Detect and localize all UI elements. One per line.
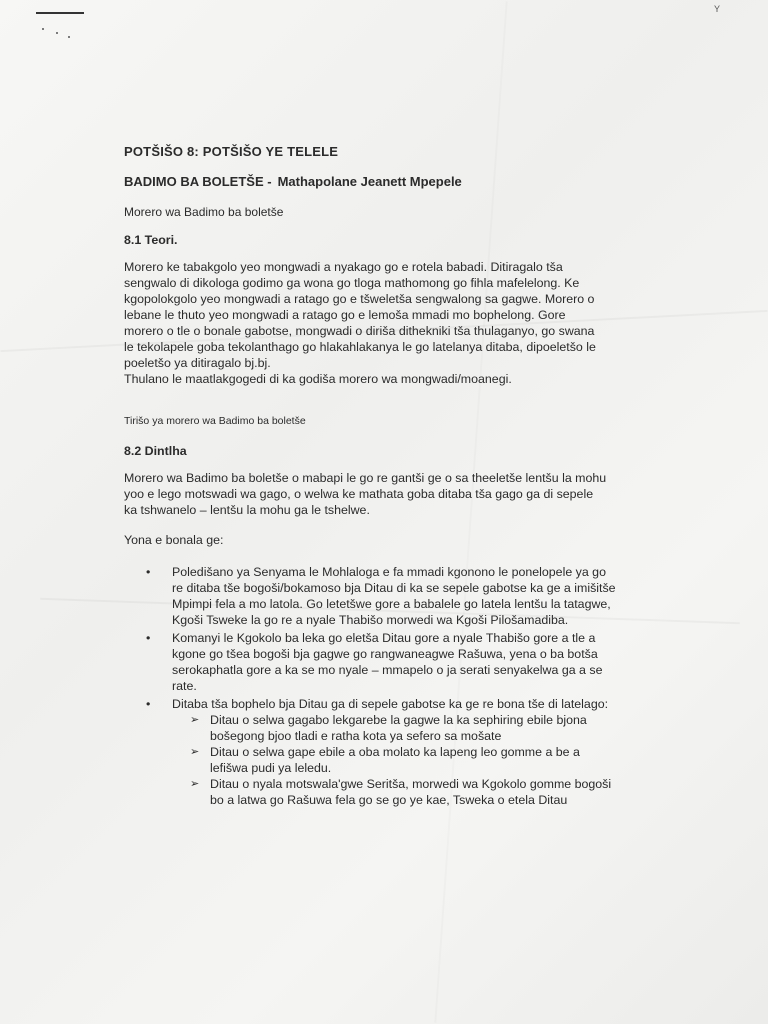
sub-list xyxy=(172,712,664,808)
bullet-icon: • xyxy=(146,565,151,579)
list-item xyxy=(146,630,664,694)
bullet-icon: • xyxy=(146,631,151,645)
arrow-bullet-icon: ➢ xyxy=(190,778,200,790)
sub-list-item xyxy=(190,712,664,744)
paragraph-line: sengwalo di dikologa godimo ga wona go tloga mathomong go fihla mafelelong. Ke xyxy=(124,276,580,290)
paragraph-line: le tekolapele goba tekolanthago go hlakahlakanya le go latelanya ditaba, dipoeletšo le xyxy=(124,340,596,354)
item-line: Mpimpi fela a mo latola. Go letetšwe gore a babalele go latela lentšu la tatagwe, xyxy=(172,597,611,611)
paragraph-line: Morero wa Badimo ba boletše o mabapi le go re gantši ge o sa theeletše lentšu la mohu xyxy=(124,471,607,485)
work-name: BADIMO BA BOLETŠE - xyxy=(124,174,272,189)
item-line: Ditau o selwa gagabo lekgarebe la gagwe la ka sephiring ebile bjona xyxy=(210,713,587,727)
bullet-icon: • xyxy=(146,697,151,711)
paragraph-line: ka tshwanelo – lentšu la mohu ga le tshelwe. xyxy=(124,503,370,517)
arrow-bullet-icon: ➢ xyxy=(190,746,200,758)
item-line: kgone go tšea bogoši bja gagwe go rangwaneagwe Rašuwa, yena o ba botša xyxy=(172,647,598,661)
item-line: Komanyi le Kgokolo ba leka go eletša Ditau gore a nyale Thabišo gore a tle a xyxy=(172,631,596,645)
item-line: Kgoši Tsweke la go re a nyale Thabišo morwedi wa Kgoši Pilošamadiba. xyxy=(172,613,569,627)
paragraph-line: morero o tle o bonale gabotse, mongwadi o diriša dithekniki tša thulaganyo, go swana xyxy=(124,324,595,338)
item-line: bo a latwa go Rašuwa fela go se go ye kae, Tsweka o etela Ditau xyxy=(210,793,568,807)
section-heading: 8.1 Teori. xyxy=(124,233,178,247)
paragraph-line: kgopolokgolo yeo mongwadi a ratago go e tšweletša sengwalong sa gagwe. Morero o xyxy=(124,292,595,306)
paragraph-line: Morero ke tabakgolo yeo mongwadi a nyakago go e rotela babadi. Ditiragalo tša xyxy=(124,260,563,274)
theme-label: Morero wa Badimo ba boletše xyxy=(124,205,284,219)
page-title: POTŠIŠO 8: POTŠIŠO YE TELELE xyxy=(124,144,339,159)
corner-mark: Y xyxy=(713,4,720,14)
section-paragraph xyxy=(124,470,664,518)
paragraph-line: yoo e lego motswadi wa gago, o welwa ke mathata goba ditaba tša gago ga di sepele xyxy=(124,487,594,501)
item-line: rate. xyxy=(172,679,197,693)
item-line: Poledišano ya Senyama le Mohlaloga e fa mmadi kgonono le ponelopele ya go xyxy=(172,565,606,579)
sub-list-item xyxy=(190,744,664,776)
list-item xyxy=(146,564,664,628)
item-line: Ditaba tša bophelo bja Ditau ga di sepele gabotse ka ge re bona tše di latelago: xyxy=(172,697,609,711)
small-subtitle: Tirišo ya morero wa Badimo ba boletše xyxy=(124,415,306,427)
item-line: lefišwa pudi ya leledu. xyxy=(210,761,332,775)
speck xyxy=(42,28,44,30)
work-title xyxy=(124,174,664,190)
document-body xyxy=(124,144,664,810)
speck xyxy=(68,36,70,38)
item-line: re ditaba tše bogoši/bokamoso bja Ditau di ka se sepele gabotse ka ge a imišitše xyxy=(172,581,616,595)
item-line: bošegong bjoo tladi e ratha kota ya sefero sa mošate xyxy=(210,729,502,743)
section-paragraph xyxy=(124,259,664,387)
paragraph-line: poeletšo ya ditiragalo bj.bj. xyxy=(124,356,271,370)
section-heading: 8.2 Dintlha xyxy=(124,444,187,458)
item-line: Ditau o nyala motswala'gwe Seritša, morwedi wa Kgokolo gomme bogoši xyxy=(210,777,612,791)
sub-list-item xyxy=(190,776,664,808)
lead-in: Yona e bonala ge: xyxy=(124,533,224,547)
paragraph-line: Thulano le maatlakgogedi di ka godiša morero wa mongwadi/moanegi. xyxy=(124,372,512,386)
item-line: serokaphatla gore a ka se mo nyale – mmapelo o ja serati senyakelwa ga a se xyxy=(172,663,603,677)
list-item xyxy=(146,696,664,808)
item-line: Ditau o selwa gape ebile a oba molato ka lapeng leo gomme a be a xyxy=(210,745,580,759)
bullet-list xyxy=(124,564,664,808)
pen-mark xyxy=(36,12,84,14)
arrow-bullet-icon: ➢ xyxy=(190,714,200,726)
paragraph-line: lebane le thuto yeo mongwadi a ratago go e lemoša mmadi mo bophelong. Gore xyxy=(124,308,566,322)
author-name: Mathapolane Jeanett Mpepele xyxy=(277,174,462,189)
speck xyxy=(56,32,58,34)
